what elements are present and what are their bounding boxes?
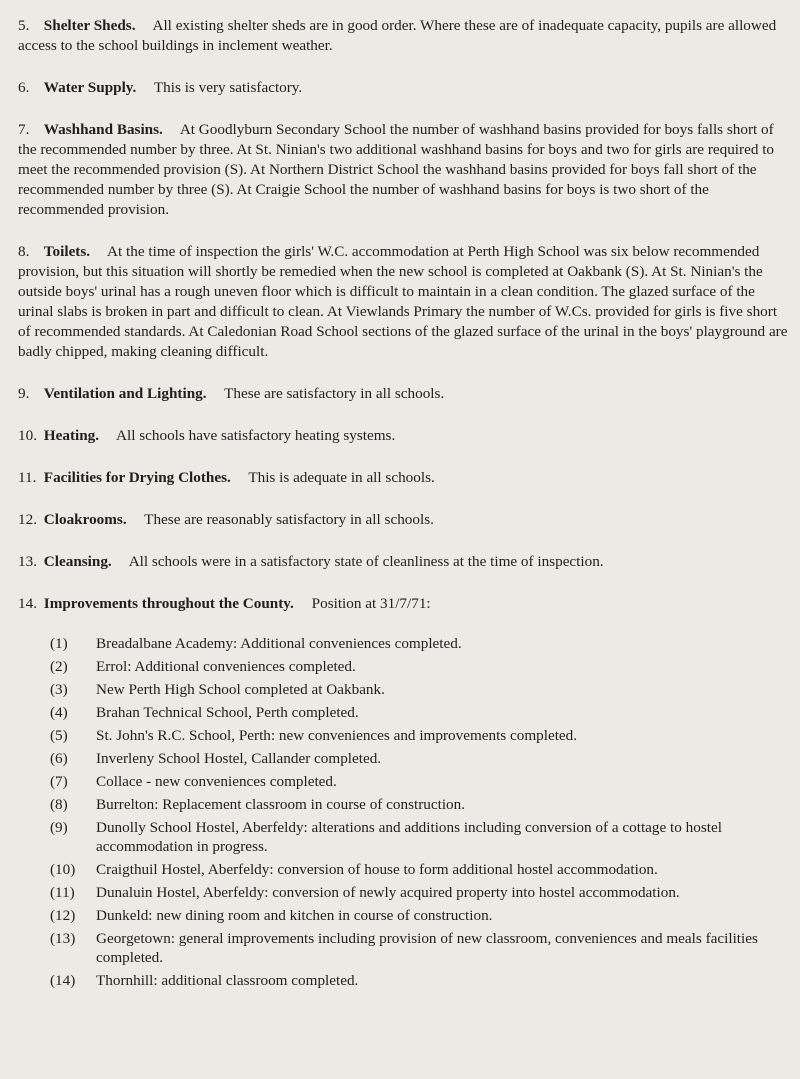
list-item-number: (10) — [50, 861, 76, 878]
paragraph-14 — [18, 594, 788, 614]
document-page — [18, 16, 788, 989]
list-item-text: Dunolly School Hostel, Aberfeldy: alterations and additions including conversion of a cottage to hostel accommodation in progress. — [96, 819, 722, 855]
list-item — [50, 772, 788, 791]
paragraph-13 — [18, 552, 788, 572]
list-item — [50, 634, 788, 653]
paragraph-heading: Washhand Basins. — [43, 121, 163, 138]
paragraph-heading: Facilities for Drying Clothes. — [43, 469, 231, 486]
paragraph-text: These are satisfactory in all schools. — [224, 385, 445, 402]
paragraph-text: This is very satisfactory. — [153, 79, 303, 96]
paragraph-text: All schools have satisfactory heating systems. — [116, 427, 396, 444]
list-item — [50, 929, 788, 967]
paragraph-10 — [18, 426, 788, 446]
list-item — [50, 883, 788, 902]
list-item-text: Thornhill: additional classroom completed. — [96, 972, 359, 989]
paragraph-number: 6. — [18, 79, 30, 96]
list-item — [50, 818, 788, 856]
list-item-number: (5) — [50, 727, 68, 744]
paragraph-5 — [18, 16, 788, 56]
paragraph-heading: Cloakrooms. — [43, 511, 127, 528]
improvements-list — [50, 634, 788, 994]
paragraph-number: 11. — [18, 469, 37, 486]
paragraph-number: 5. — [18, 17, 30, 34]
paragraph-heading: Improvements throughout the County. — [43, 595, 294, 612]
list-item-number: (11) — [50, 884, 75, 901]
list-item-text: Georgetown: general improvements including provision of new classroom, conveniences and meals facilities completed. — [96, 930, 758, 966]
paragraph-text: All schools were in a satisfactory state of cleanliness at the time of inspection. — [128, 553, 604, 570]
list-item-number: (9) — [50, 819, 68, 836]
paragraph-heading: Cleansing. — [43, 553, 112, 570]
paragraph-number: 12. — [18, 511, 37, 528]
list-item-text: New Perth High School completed at Oakbank. — [96, 681, 385, 698]
list-item-number: (7) — [50, 773, 68, 790]
paragraph-text: At Goodlyburn Secondary School the number of washhand basins provided for boys falls short of the recommended number by three. At St. Ninian's two additional washhand basins for boys and two for girls are required to meet the recommended provision (S). At Northern District School the washhand basins provided for boys fall short of the recommended number by three (S). At Craigie School the number of washhand basins for boys is two short of the recommended provision. — [18, 121, 775, 218]
paragraph-text: This is adequate in all schools. — [248, 469, 435, 486]
paragraph-heading: Shelter Sheds. — [43, 17, 136, 34]
list-item — [50, 795, 788, 814]
paragraph-heading: Water Supply. — [43, 79, 137, 96]
list-item-text: Inverleny School Hostel, Callander completed. — [96, 750, 382, 767]
paragraph-number: 7. — [18, 121, 30, 138]
list-item-number: (13) — [50, 930, 76, 947]
list-item — [50, 726, 788, 745]
paragraph-12 — [18, 510, 788, 530]
list-item — [50, 657, 788, 676]
list-item-number: (4) — [50, 704, 68, 721]
list-item-text: Collace - new conveniences completed. — [96, 773, 337, 790]
list-item — [50, 971, 788, 990]
list-item-number: (2) — [50, 658, 68, 675]
paragraph-11 — [18, 468, 788, 488]
paragraph-heading: Toilets. — [43, 243, 91, 260]
paragraph-heading: Heating. — [43, 427, 100, 444]
list-item — [50, 680, 788, 699]
list-item — [50, 703, 788, 722]
list-item-number: (6) — [50, 750, 68, 767]
paragraph-text: Position at 31/7/71: — [311, 595, 431, 612]
paragraph-6 — [18, 78, 788, 98]
list-item-text: Breadalbane Academy: Additional conveniences completed. — [96, 635, 462, 652]
paragraph-text: At the time of inspection the girls' W.C. accommodation at Perth High School was six below recommended provision, but this situation will shortly be remedied when the new school is completed at Oakbank (S). At St. Ninian's the outside boys' urinal has a rough uneven floor which is difficult to maintain in a clean condition. The glazed surface of the urinal slabs is broken in part and difficult to clean. At Viewlands Primary the number of W.Cs. provided for girls is five short of recommended standards. At Caledonian Road School sections of the glazed surface of the urinal in the boys' playground are badly chipped, making cleaning difficult. — [18, 243, 788, 360]
list-item-number: (1) — [50, 635, 68, 652]
list-item-text: Craigthuil Hostel, Aberfeldy: conversion of house to form additional hostel accommodation. — [96, 861, 658, 878]
list-item-text: Burrelton: Replacement classroom in course of construction. — [96, 796, 466, 813]
paragraph-7 — [18, 120, 788, 220]
paragraph-text: All existing shelter sheds are in good order. Where these are of inadequate capacity, pupils are allowed access to the school buildings in inclement weather. — [18, 17, 777, 54]
paragraph-heading: Ventilation and Lighting. — [43, 385, 207, 402]
paragraph-number: 10. — [18, 427, 37, 444]
paragraph-number: 8. — [18, 243, 30, 260]
paragraph-9 — [18, 384, 788, 404]
list-item-text: Dunaluin Hostel, Aberfeldy: conversion of newly acquired property into hostel accommodation. — [96, 884, 680, 901]
list-item-number: (14) — [50, 972, 76, 989]
list-item — [50, 906, 788, 925]
list-item-number: (12) — [50, 907, 76, 924]
paragraph-8 — [18, 242, 788, 362]
list-item-number: (3) — [50, 681, 68, 698]
paragraph-number: 14. — [18, 595, 37, 612]
list-item-text: Errol: Additional conveniences completed. — [96, 658, 356, 675]
list-item-text: Brahan Technical School, Perth completed. — [96, 704, 359, 721]
list-item-text: St. John's R.C. School, Perth: new conveniences and improvements completed. — [96, 727, 578, 744]
list-item-text: Dunkeld: new dining room and kitchen in course of construction. — [96, 907, 493, 924]
paragraph-number: 9. — [18, 385, 30, 402]
paragraph-number: 13. — [18, 553, 37, 570]
list-item-number: (8) — [50, 796, 68, 813]
list-item — [50, 749, 788, 768]
paragraph-text: These are reasonably satisfactory in all schools. — [144, 511, 434, 528]
list-item — [50, 860, 788, 879]
